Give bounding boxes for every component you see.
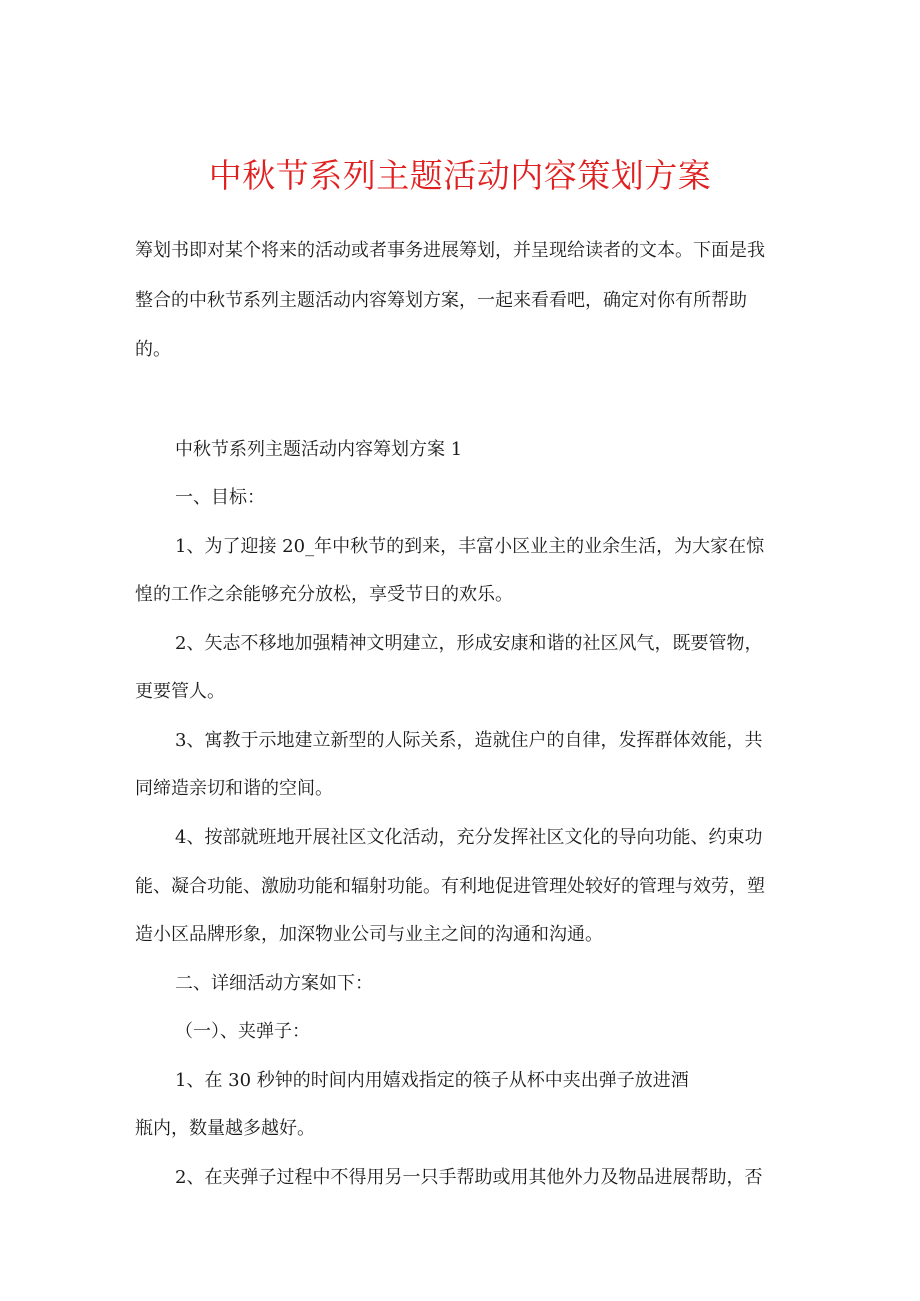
intro-line-1: 筹划书即对某个将来的活动或者事务进展筹划，并呈现给读者的文本。下面是我 bbox=[135, 240, 765, 261]
goal-2-line-1: 2、矢志不移地加强精神文明建立，形成安康和谐的社区风气，既要管物， bbox=[175, 633, 763, 654]
intro-line-2: 整合的中秋节系列主题活动内容筹划方案，一起来看看吧，确定对你有所帮助 bbox=[135, 290, 747, 311]
goal-3-line-2: 同缔造亲切和谐的空间。 bbox=[135, 778, 333, 799]
intro-line-3: 的。 bbox=[135, 339, 171, 360]
section-title: 中秋节系列主题活动内容筹划方案 1 bbox=[175, 439, 463, 460]
goals-heading: 一、目标： bbox=[175, 487, 265, 508]
goal-4-line-3: 造小区品牌形象，加深物业公司与业主之间的沟通和沟通。 bbox=[135, 924, 603, 945]
goal-2-line-2: 更要管人。 bbox=[135, 681, 225, 702]
document-title: 中秋节系列主题活动内容策划方案 bbox=[208, 156, 712, 195]
rule-1-line-1: 1、在 30 秒钟的时间内用嬉戏指定的筷子从杯中夹出弹子放进酒 bbox=[175, 1070, 689, 1091]
rule-1-line-2: 瓶内，数量越多越好。 bbox=[135, 1118, 315, 1139]
plan-heading: 二、详细活动方案如下： bbox=[175, 973, 373, 994]
goal-4-line-2: 能、凝合功能、激励功能和辐射功能。有利地促进管理处较好的管理与效劳，塑 bbox=[135, 876, 765, 897]
goal-4-line-1: 4、按部就班地开展社区文化活动，充分发挥社区文化的导向功能、约束功 bbox=[175, 827, 763, 848]
rule-item-2: 2、在夹弹子过程中不得用另一只手帮助或用其他外力及物品进展帮助，否 bbox=[175, 1167, 763, 1188]
sub-heading: （一）、夹弹子： bbox=[175, 1021, 310, 1042]
goal-3-line-1: 3、寓教于示地建立新型的人际关系，造就住户的自律，发挥群体效能，共 bbox=[175, 730, 763, 751]
goal-1-line-1: 1、为了迎接 20_年中秋节的到来，丰富小区业主的业余生活，为大家在惊 bbox=[175, 536, 765, 557]
goal-1-line-2: 惶的工作之余能够充分放松，享受节日的欢乐。 bbox=[135, 584, 513, 605]
